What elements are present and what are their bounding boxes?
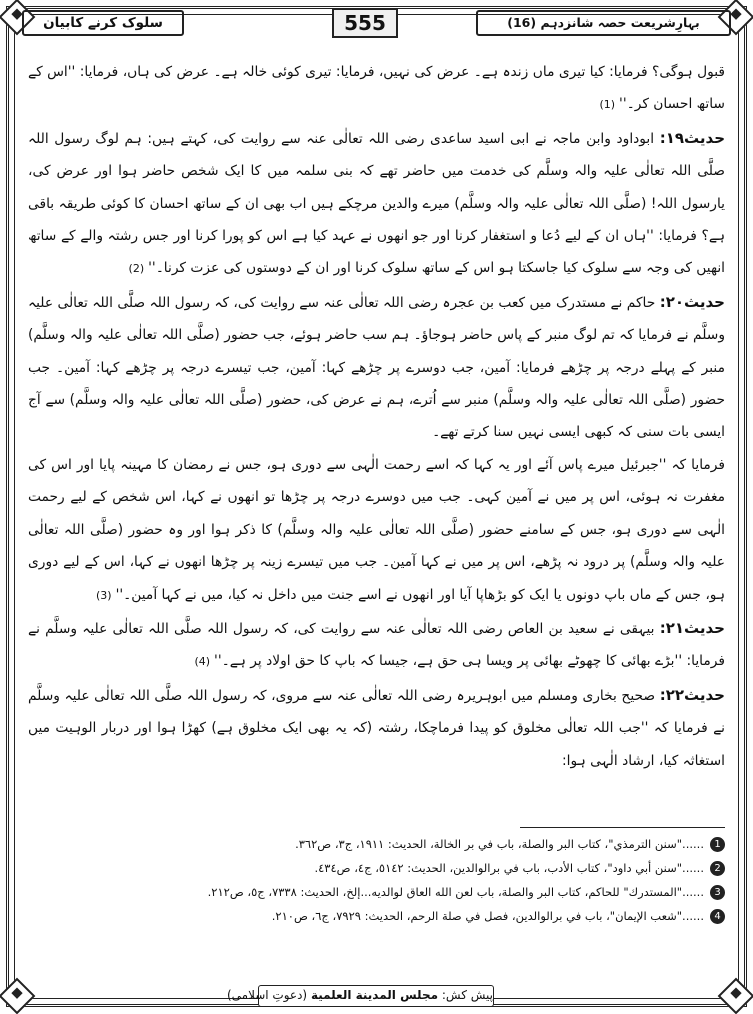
- chapter-title: سلوک کرنے کابیان: [22, 10, 184, 36]
- footnote-number: 4: [710, 909, 725, 924]
- footnote-item: [28, 834, 725, 855]
- paragraph-text: فرمایا کہ ''جبرئیل میرے پاس آئے اور یہ کہا کہ اسے رحمت الٰہی سے دوری ہو، جس نے رمضان کا مہینہ پایا اور اس کی مغفرت نہ ہوئی، اس پر میں نے آمین کہی۔ جب میں دوسرے درجہ پر چڑھا تو انھوں نے کہا، اس شخص کے لیے رحمت الٰہی سے دوری ہو، جس کے سامنے حضور (صلَّی اللہ تعالٰی علیہ والہ وسلَّم) کا ذکر ہوا اور وہ حضور (صلَّی اللہ تعالٰی علیہ والہ وسلَّم) پر درود نہ پڑھے، اس پر میں نے کہا آمین۔ جب میں تیسرے زینہ پر چڑھا انھوں نے کہا، اس کے لیے دوری ہو، جس کے ماں باپ دونوں یا ایک کو بڑھاپا آیا اور انھوں نے اسے جنت میں داخل نہ کیا، میں نے کہا آمین۔'': [28, 456, 725, 603]
- book-title: بہارِشریعت حصہ شانزدہم (16): [476, 10, 731, 36]
- footer-org: مجلس المدينة العلمية: [310, 988, 439, 1002]
- footnote-item: [28, 858, 725, 879]
- footer-suffix: (دعوتِ اسلامی): [226, 988, 308, 1002]
- footnote-text: ......"سنن أبي داود"، كتاب الأدب، باب في برالوالدين، الحديث: ٥١٤٢، ج٤، ص٤٣٤.: [314, 861, 704, 875]
- paragraph-text: ابوداود وابن ماجہ نے ابی اسید ساعدی رضی اللہ تعالٰی عنہ سے روایت کی، کہتے ہیں: ہم لوگ رسول اللہ صلَّی اللہ تعالٰی علیہ والہ وسلَّم کی خدمت میں حاضر تھے کہ بنی سلمہ میں کا ایک شخص حاضر ہوا اور عرض کی، یارسول اللہ! (صلَّی اللہ تعالٰی علیہ والہ وسلَّم) میرے والدین مرچکے ہیں اب بھی ان کے ساتھ احسان کا کوئی طریقہ باقی ہے؟ فرمایا: ''ہاں ان کے لیے دُعا و استغفار کرنا اور جو انھوں نے عہد کیا ہے اس کو پورا کرنا اور جس رشتہ والے کے ساتھ انھیں کی وجہ سے سلوک کیا جاسکتا ہو اس کے ساتھ سلوک کرنا اور ان کے دوستوں کی عزت کرنا۔'': [28, 130, 725, 277]
- footer-prefix: پیش کش:: [441, 988, 493, 1002]
- publisher-footer: [226, 985, 494, 1007]
- hadith-22: [28, 679, 725, 777]
- footnote-number: 2: [710, 861, 725, 876]
- footnote-item: [28, 882, 725, 903]
- footnote-text: ......"شعب الإيمان"، باب في برالوالدين، فصل في صلة الرحم، الحديث: ٧٩٢٩، ج٦، ص٢١٠.: [271, 909, 704, 923]
- footnote-ref: (1): [599, 98, 616, 112]
- footnote-ref: (2): [128, 262, 145, 276]
- footnote-text: ......"سنن الترمذي"، كتاب البر والصلة، باب في بر الخالة، الحديث: ١٩١١، ج٣، ص٣٦٢.: [295, 837, 704, 851]
- footnote-ref: (3): [96, 588, 112, 602]
- footnotes: [28, 834, 725, 930]
- paragraph: [28, 56, 725, 122]
- main-text: [28, 56, 725, 777]
- footnote-text: ......"المستدرك" للحاكم، كتاب البر والصلة، باب لعن الله العاق لوالديه...إلخ، الحديث: ٧٣٣٨، ج٥، ص٢١٢.: [207, 885, 704, 899]
- hadith-21: [28, 612, 725, 679]
- page-header: [22, 8, 731, 38]
- footnote-separator: [520, 827, 725, 828]
- footnote-number: 3: [710, 885, 725, 900]
- hadith-20: [28, 286, 725, 449]
- paragraph-text: حاکم نے مستدرک میں کعب بن عجرہ رضی اللہ تعالٰی عنہ سے روایت کی، کہ رسول اللہ صلَّی اللہ تعالٰی علیہ وسلَّم نے فرمایا کہ تم لوگ منبر کے پاس حاضر ہوجاؤ۔ ہم سب حاضر ہوئے، جب حضور (صلَّی اللہ تعالٰی علیہ والہ وسلَّم) منبر کے پہلے درجہ پر چڑھے فرمایا: آمین، جب دوسرے پر چڑھے کہا: آمین، جب تیسرے درجہ پر چڑھے کہا: آمین۔ جب حضور (صلَّی اللہ تعالٰی علیہ والہ وسلَّم) منبر سے اُترے، ہم نے عرض کی، حضور (صلَّی اللہ تعالٰی علیہ والہ وسلَّم) سے آج ایسی بات سنی کہ کبھی ایسی نہیں سنا کرتے تھے۔: [28, 294, 725, 441]
- paragraph: [28, 449, 725, 612]
- hadith-label: حدیث۲۲:: [659, 685, 725, 704]
- hadith-label: حدیث۲۱:: [659, 618, 725, 637]
- paragraph-text: صحیح بخاری ومسلم میں ابوہریرہ رضی اللہ تعالٰی عنہ سے مروی، کہ رسول اللہ صلَّی اللہ تعالٰی علیہ وسلَّم نے فرمایا کہ ''جب اللہ تعالٰی مخلوق کو پیدا فرماچکا، رشتہ (کہ یہ بھی ایک مخلوق ہے) کھڑا ہوا اور دربار الوہیت میں استغاثہ کیا، ارشاد الٰہی ہوا:: [28, 687, 725, 769]
- footnote-number: 1: [710, 837, 725, 852]
- footnote-item: [28, 906, 725, 927]
- page-number: 555: [332, 8, 398, 38]
- paragraph-text: قبول ہوگی؟ فرمایا: کیا تیری ماں زندہ ہے۔ عرض کی نہیں، فرمایا: تیری کوئی خالہ ہے۔ عرض کی ہاں، فرمایا: ''اس کے ساتھ احسان کر۔'': [28, 64, 725, 113]
- paragraph-text: بیہقی نے سعید بن العاص رضی اللہ تعالٰی عنہ سے روایت کی، کہ رسول اللہ صلَّی اللہ تعالٰی علیہ وسلَّم نے فرمایا: ''بڑے بھائی کا چھوٹے بھائی پر ویسا ہی حق ہے، جیسا کہ باپ کا حق اولاد پر ہے۔'': [28, 620, 725, 670]
- hadith-label: حدیث۲۰:: [659, 292, 725, 311]
- footnote-ref: (4): [194, 655, 211, 669]
- hadith-label: حدیث۱۹:: [659, 128, 726, 147]
- hadith-19: [28, 122, 725, 286]
